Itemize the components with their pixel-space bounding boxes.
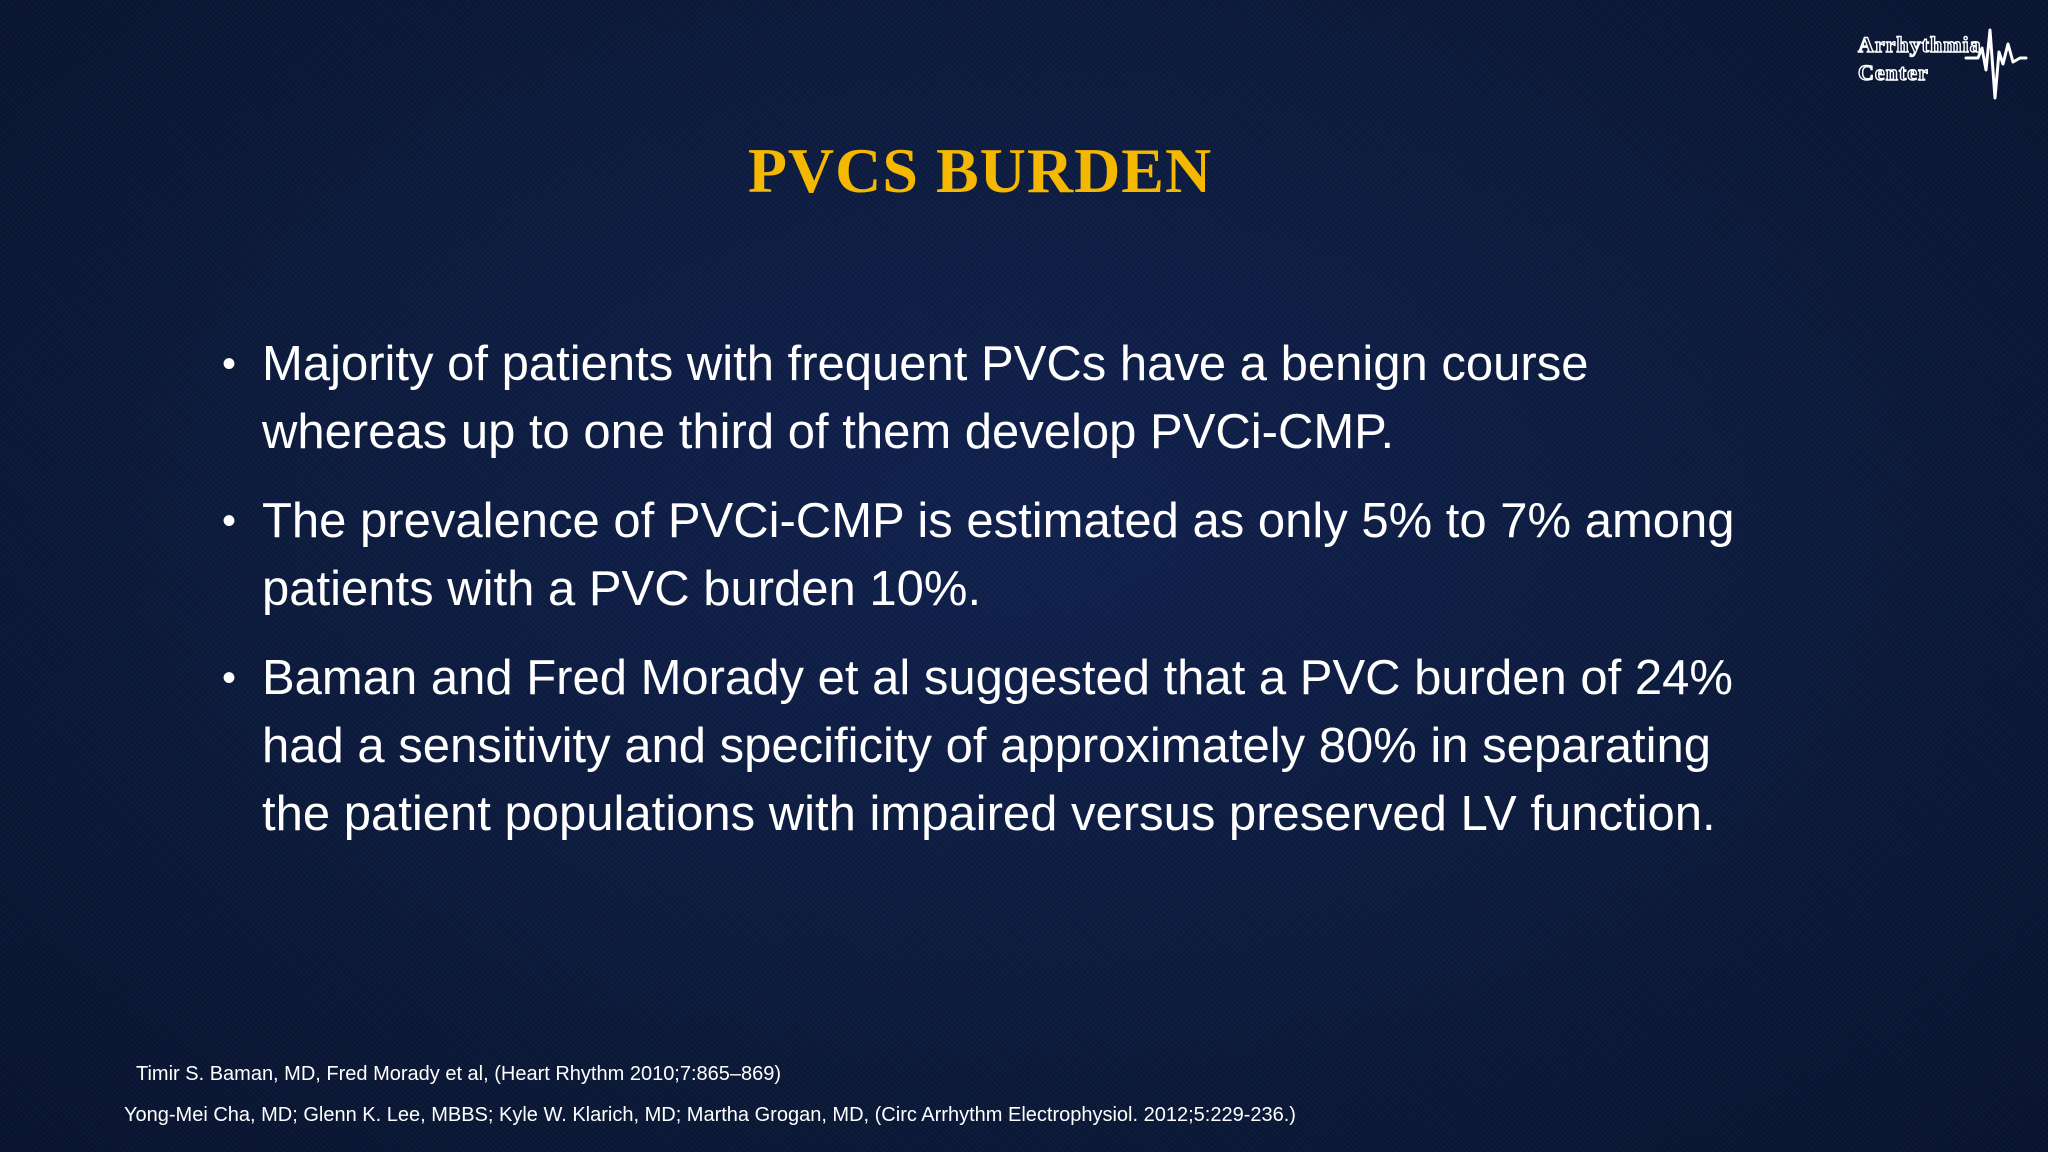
bullet-text: Baman and Fred Morady et al suggested that a PVC burden of 24% had a sensitivity and specificity of approximately 80% in separating the patient populations with impaired versus preserved LV function. [262,651,1733,841]
bullet-marker: • [222,342,237,386]
arrhythmia-center-logo [1848,18,2028,108]
bullet-item [222,487,1782,623]
bullet-item [222,330,1782,466]
slide-title: PVCS BURDEN [747,135,1213,206]
bullet-item [222,644,1782,848]
bullet-list [222,330,1782,869]
references [124,1054,1296,1136]
reference-cha: Yong-Mei Cha, MD; Glenn K. Lee, MBBS; Kyle W. Klarich, MD; Martha Grogan, MD, (Circ Arrhythm Electrophysiol. 2012;5:229-236.) [124,1104,1296,1126]
logo-line-1: Arrhythmia [1858,32,1982,57]
bullet-text: Majority of patients with frequent PVCs have a benign course whereas up to one third of them develop PVCi-CMP. [262,337,1589,459]
bullet-marker: • [222,656,237,700]
bullet-marker: • [222,499,237,543]
reference-baman: Timir S. Baman, MD, Fred Morady et al, (Heart Rhythm 2010;7:865–869) [136,1063,782,1085]
bullet-text: The prevalence of PVCi-CMP is estimated as only 5% to 7% among patients with a PVC burden 10%. [262,494,1735,616]
logo-line-2: Center [1858,60,1929,85]
